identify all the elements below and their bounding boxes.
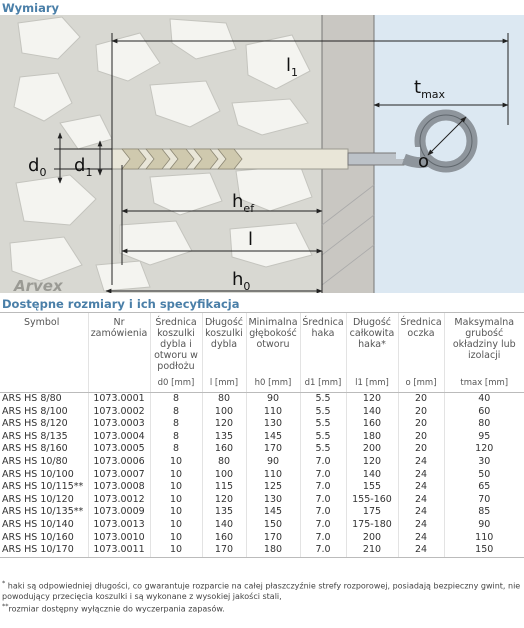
col-unit-symbol xyxy=(0,374,88,393)
footnote-2-mark: ** xyxy=(2,602,9,610)
table-cell: 24 xyxy=(398,506,444,519)
table-cell: 10 xyxy=(150,481,202,494)
table-cell: 24 xyxy=(398,469,444,482)
table-cell: 60 xyxy=(444,406,524,419)
table-cell: ARS HS 8/100 xyxy=(2,405,68,417)
table-cell: 8 xyxy=(150,393,202,406)
table-cell: 8 xyxy=(150,406,202,419)
table-cell: 7.0 xyxy=(300,532,346,545)
col-unit-max-thickness: tmax [mm] xyxy=(444,374,524,393)
col-header-sleeve-length: Długość koszulki dybla xyxy=(202,313,246,375)
table-cell: 10 xyxy=(150,544,202,557)
table-cell: 180 xyxy=(346,431,398,444)
table-cell: 170 xyxy=(246,532,300,545)
table-cell: 20 xyxy=(398,393,444,406)
col-header-symbol: Symbol xyxy=(0,313,88,375)
table-cell: 10 xyxy=(150,456,202,469)
footnote-1 xyxy=(2,578,522,602)
table-cell: 7.0 xyxy=(300,519,346,532)
table-cell: 24 xyxy=(398,544,444,557)
table-cell: 120 xyxy=(202,494,246,507)
footnote-2 xyxy=(2,601,522,615)
table-cell: 10 xyxy=(150,519,202,532)
table-cell: 30 xyxy=(444,456,524,469)
table-cell: 10 xyxy=(150,469,202,482)
specifications-table xyxy=(0,312,524,558)
table-cell: 120 xyxy=(346,456,398,469)
footnote-1-mark: * xyxy=(2,579,6,587)
table-cell: 210 xyxy=(346,544,398,557)
table-cell: 1073.0005 xyxy=(88,443,150,456)
table-cell: 85 xyxy=(444,506,524,519)
table-cell: 1073.0001 xyxy=(88,393,150,406)
table-cell: 170 xyxy=(202,544,246,557)
table-cell: 7.0 xyxy=(300,506,346,519)
table-cell: 1073.0008 xyxy=(88,481,150,494)
label-d1: $d_1$ xyxy=(74,155,93,179)
label-hef: $h_{ef}$ xyxy=(232,191,255,215)
table-row xyxy=(0,519,524,532)
col-unit-sleeve-diameter: d0 [mm] xyxy=(150,374,202,393)
col-header-order-number: Nr zamówienia xyxy=(88,313,150,375)
col-unit-min-hole-depth: h0 [mm] xyxy=(246,374,300,393)
col-header-hook-diameter: Średnica haka xyxy=(300,313,346,375)
table-cell: 5.5 xyxy=(300,431,346,444)
table-cell: 1073.0002 xyxy=(88,406,150,419)
table-cell: 135 xyxy=(202,506,246,519)
table-cell: 160 xyxy=(202,443,246,456)
table-cell: 180 xyxy=(246,544,300,557)
label-h0: $h_0$ xyxy=(232,269,251,293)
table-cell: 155-160 xyxy=(346,494,398,507)
table-cell: 100 xyxy=(202,406,246,419)
table-cell: 24 xyxy=(398,456,444,469)
table-cell: 170 xyxy=(246,443,300,456)
table-row xyxy=(0,494,524,507)
table-cell: 7.0 xyxy=(300,544,346,557)
table-cell: 65 xyxy=(444,481,524,494)
table-cell: 5.5 xyxy=(300,443,346,456)
table-cell: ARS HS 8/80 xyxy=(2,393,62,404)
table-cell: 20 xyxy=(398,418,444,431)
table-cell: 20 xyxy=(398,443,444,456)
table-cell: 95 xyxy=(444,431,524,444)
label-l: l xyxy=(248,229,254,250)
anchor-dimension-diagram xyxy=(0,15,524,293)
table-units-row xyxy=(0,374,524,393)
col-header-min-hole-depth: Minimalna głębokość otworu xyxy=(246,313,300,375)
table-cell: 150 xyxy=(246,519,300,532)
table-cell: 80 xyxy=(202,456,246,469)
table-cell: 24 xyxy=(398,519,444,532)
col-header-sleeve-diameter: Średnica koszulki dybla i otworu w podłożu xyxy=(150,313,202,375)
table-cell: 160 xyxy=(202,532,246,545)
col-unit-hook-length: l1 [mm] xyxy=(346,374,398,393)
table-cell: ARS HS 8/160 xyxy=(2,443,68,455)
col-header-eye-diameter: Średnica oczka xyxy=(398,313,444,375)
table-cell: 10 xyxy=(150,506,202,519)
table-cell: 50 xyxy=(444,469,524,482)
table-cell: 5.5 xyxy=(300,406,346,419)
col-unit-hook-diameter: d1 [mm] xyxy=(300,374,346,393)
table-row xyxy=(0,418,524,431)
table-cell: ARS HS 10/140 xyxy=(2,518,74,530)
table-cell: 145 xyxy=(246,431,300,444)
table-cell: 155 xyxy=(346,481,398,494)
table-cell: ARS HS 10/170 xyxy=(0,544,88,557)
table-row xyxy=(0,443,524,456)
table-row xyxy=(0,544,524,557)
col-unit-eye-diameter: o [mm] xyxy=(398,374,444,393)
table-header-row xyxy=(0,313,524,375)
table-cell: 7.0 xyxy=(300,456,346,469)
table-cell: 90 xyxy=(444,519,524,532)
table-row xyxy=(0,393,524,406)
table-cell: 120 xyxy=(202,418,246,431)
col-header-hook-length: Długość całkowita haka* xyxy=(346,313,398,375)
label-d0: $d_0$ xyxy=(28,155,47,179)
table-cell: 1073.0013 xyxy=(88,519,150,532)
table-cell: 200 xyxy=(346,532,398,545)
table-cell: 110 xyxy=(246,469,300,482)
table-cell: 125 xyxy=(246,481,300,494)
table-cell: 140 xyxy=(202,519,246,532)
table-cell: 130 xyxy=(246,418,300,431)
table-cell: 5.5 xyxy=(300,418,346,431)
table-row xyxy=(0,406,524,419)
col-header-max-thickness: Maksymalna grubość okładziny lub izolacji xyxy=(444,313,524,375)
table-cell: 90 xyxy=(246,456,300,469)
table-cell: 7.0 xyxy=(300,494,346,507)
table-cell: 8 xyxy=(150,431,202,444)
table-cell: 120 xyxy=(346,393,398,406)
table-cell: ARS HS 10/120 xyxy=(2,493,74,505)
table-cell: 80 xyxy=(444,418,524,431)
table-row xyxy=(0,481,524,494)
table-cell: 150 xyxy=(444,544,524,557)
table-row xyxy=(0,469,524,482)
table-cell: 175 xyxy=(346,506,398,519)
arvex-logo: Arvex xyxy=(14,277,63,293)
table-cell: 115 xyxy=(202,481,246,494)
table-cell: ARS HS 10/135** xyxy=(2,506,84,518)
table-cell: 1073.0006 xyxy=(88,456,150,469)
col-unit-sleeve-length: l [mm] xyxy=(202,374,246,393)
table-cell: 1073.0012 xyxy=(88,494,150,507)
label-l1: $l_1$ xyxy=(286,55,299,79)
dimensions-section-title: Wymiary xyxy=(2,1,60,15)
table-cell: 1073.0007 xyxy=(88,469,150,482)
table-cell: 120 xyxy=(444,443,524,456)
footnote-1-text: haki są odpowiedniej długości, co gwarantuje rozparcie na całej płaszczyźnie strefy rozporowej, posiadają bezpieczny gwint, nie powodujący przecięcia koszulki i są wykonane z wysokiej jakości stali, xyxy=(2,581,521,601)
hook-shank xyxy=(348,153,404,165)
table-cell: 7.0 xyxy=(300,481,346,494)
table-cell: 80 xyxy=(202,393,246,406)
table-cell: 1073.0010 xyxy=(88,532,150,545)
table-cell: 10 xyxy=(150,532,202,545)
table-cell: ARS HS 10/100 xyxy=(2,468,74,480)
table-cell: 24 xyxy=(398,494,444,507)
table-cell: ARS HS 10/160 xyxy=(2,531,74,543)
table-cell: 200 xyxy=(346,443,398,456)
table-cell: 130 xyxy=(246,494,300,507)
table-row xyxy=(0,532,524,545)
col-unit-order-number xyxy=(88,374,150,393)
table-cell: 7.0 xyxy=(300,469,346,482)
table-cell: 110 xyxy=(444,532,524,545)
table-cell: ARS HS 8/120 xyxy=(2,418,68,430)
table-cell: 20 xyxy=(398,406,444,419)
table-cell: 1073.0009 xyxy=(88,506,150,519)
table-cell: 20 xyxy=(398,431,444,444)
table-cell: 140 xyxy=(346,406,398,419)
table-cell: 1073.0011 xyxy=(88,544,150,557)
label-tmax: $t_{max}$ xyxy=(414,77,446,101)
table-row xyxy=(0,506,524,519)
table-cell: 1073.0003 xyxy=(88,418,150,431)
table-cell: ARS HS 10/80 xyxy=(2,455,68,467)
table-cell: 70 xyxy=(444,494,524,507)
table-cell: 40 xyxy=(444,393,524,406)
table-row xyxy=(0,431,524,444)
table-cell: 135 xyxy=(202,431,246,444)
footnote-2-text: rozmiar dostępny wyłącznie do wyczerpania zapasów. xyxy=(8,604,225,614)
specs-section-title: Dostępne rozmiary i ich specyfikacja xyxy=(2,297,240,311)
table-cell: ARS HS 10/115** xyxy=(2,481,84,493)
table-cell: 145 xyxy=(246,506,300,519)
table-cell: 1073.0004 xyxy=(88,431,150,444)
table-row xyxy=(0,456,524,469)
table-cell: 110 xyxy=(246,406,300,419)
table-cell: 5.5 xyxy=(300,393,346,406)
table-cell: 24 xyxy=(398,532,444,545)
table-cell: ARS HS 8/135 xyxy=(2,430,68,442)
table-cell: 140 xyxy=(346,469,398,482)
table-cell: 8 xyxy=(150,418,202,431)
table-cell: 160 xyxy=(346,418,398,431)
table-cell: 10 xyxy=(150,494,202,507)
table-cell: 175-180 xyxy=(346,519,398,532)
label-o: o xyxy=(418,151,430,172)
table-cell: 8 xyxy=(150,443,202,456)
table-cell: 90 xyxy=(246,393,300,406)
table-cell: 100 xyxy=(202,469,246,482)
table-cell: 24 xyxy=(398,481,444,494)
